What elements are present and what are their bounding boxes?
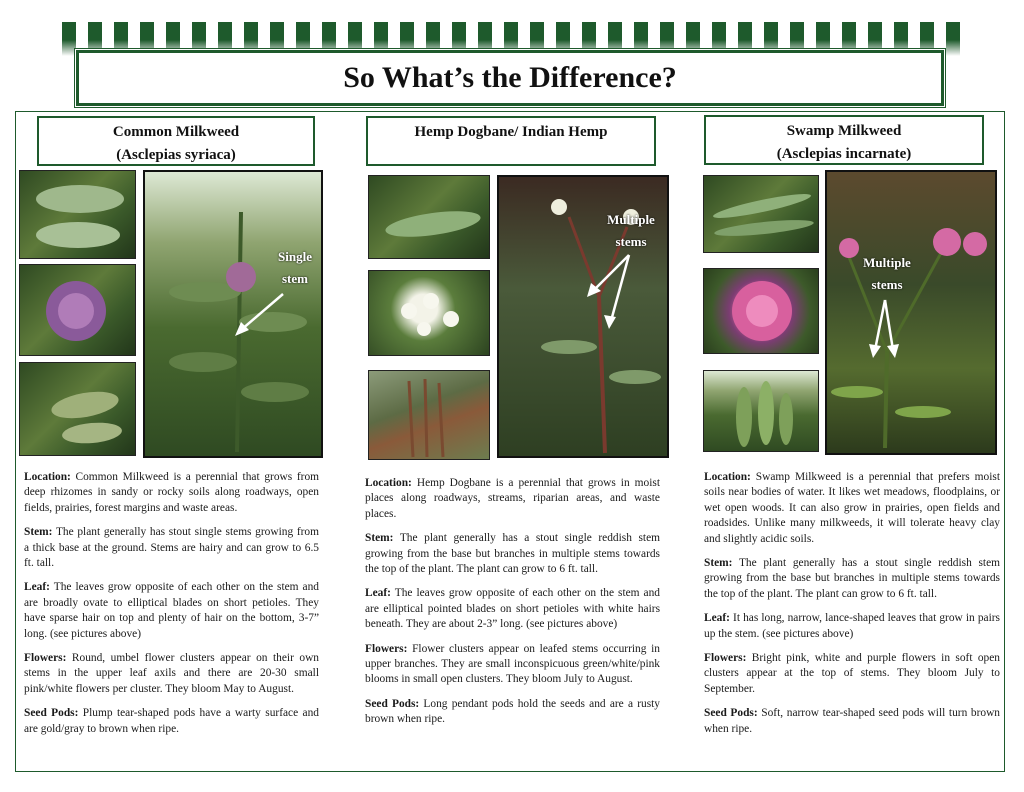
paragraph-flowers: [704, 651, 1000, 697]
leaf-illustration: [369, 176, 490, 259]
section-text: It has long, narrow, lance-shaped leaves that grow in pairs up the stem. (see pictures above): [704, 612, 1000, 640]
section-label: Flowers:: [704, 652, 747, 665]
paragraph-leaf: [24, 580, 319, 642]
section-text: Soft, narrow tear-shaped seed pods will turn brown when ripe.: [704, 707, 1001, 735]
section-label: Leaf:: [704, 612, 730, 625]
section-text: The plant generally has stout single stems growing from a thick base at the ground. Stems are hairy and can grow to 6.5 ft. tall.: [24, 526, 319, 570]
section-label: Seed Pods:: [24, 707, 79, 720]
text-column-hemp-dogbane: [365, 476, 660, 737]
section-label: Flowers:: [365, 642, 408, 655]
arrow-icon: [861, 296, 911, 360]
photo-label-multiple-stems: [845, 252, 929, 296]
section-label: Seed Pods:: [365, 697, 420, 710]
arrow-icon: [231, 290, 291, 340]
section-label: Seed Pods:: [704, 707, 758, 720]
plant-illustration: [827, 172, 995, 453]
paragraph-leaf: [365, 586, 660, 632]
text-column-common-milkweed: [24, 470, 319, 746]
photo-dogbane-pods: [368, 370, 490, 460]
section-text: Hemp Dogbane is a perennial that grows in moist places along roadways, streams, riparian areas, and waste places.: [365, 477, 660, 520]
paragraph-flowers: [365, 642, 660, 688]
photo-label-multiple-stems: [589, 209, 669, 253]
photo-dogbane-plant: [497, 175, 669, 458]
flower-illustration: [369, 271, 490, 356]
paragraph-location: [24, 470, 319, 516]
heading-line2: (Asclepias syriaca): [116, 147, 236, 163]
section-text: The plant generally has a stout single reddish stem growing from the base but branches in multiple stems towards the top of the plant. The plant can grow to 6 ft. tall.: [365, 532, 660, 576]
paragraph-seed-pods: [24, 706, 319, 737]
photo-swamp-pods: [703, 370, 819, 452]
column-heading-hemp-dogbane: [366, 116, 656, 166]
leaf-illustration: [704, 176, 819, 253]
photo-label-single-stem: [265, 246, 323, 290]
column-heading-swamp-milkweed: [704, 115, 984, 165]
section-label: Location:: [24, 471, 71, 483]
photo-swamp-plant: [825, 170, 997, 455]
section-label: Leaf:: [365, 587, 391, 600]
label-line2: stems: [615, 234, 647, 249]
section-label: Leaf:: [24, 581, 50, 594]
heading-line2: (Asclepias incarnate): [776, 146, 912, 162]
arrow-icon: [583, 251, 643, 331]
paragraph-seed-pods: [704, 706, 1000, 737]
label-line1: Multiple: [607, 212, 655, 227]
section-label: Flowers:: [24, 652, 67, 665]
section-text: Swamp Milkweed is a perennial that prefers moist soils near bodies of water. It likes wet meadows, floodplains, or wet open woods. It can also grow in prairies, open fields and roadsides. Unlike many milkweeds, it will tolerate heavy clay and slightly acidic soils.: [704, 471, 1000, 545]
flower-illustration: [704, 269, 819, 354]
paragraph-stem: [704, 556, 1000, 602]
label-line1: Multiple: [863, 255, 911, 270]
title-box: [76, 50, 944, 106]
section-text: Common Milkweed is a perennial that grows from deep rhizomes in sandy or rocky soils along roadways, open fields, prairies, forest margins and waste areas.: [24, 471, 319, 514]
page-title: So What’s the Difference?: [343, 61, 677, 94]
label-line2: stem: [282, 271, 308, 286]
section-text: Long pendant pods hold the seeds and are a rusty brown when ripe.: [365, 697, 661, 726]
section-label: Stem:: [24, 526, 53, 539]
section-text: The plant generally has a stout single reddish stem growing from the base but branches in multiple stems towards the top of the plant. The plant can grow to 6 ft. tall.: [704, 557, 1000, 600]
section-text: Bright pink, white and purple flowers in soft open clusters appear at the top of stems. They bloom July to September.: [704, 652, 1000, 695]
label-line2: stems: [871, 277, 903, 292]
section-text: The leaves grow opposite of each other on the stem and are elliptical pointed blades on short petioles with white hairs beneath. They are about 2-3” long. (see pictures above): [365, 587, 660, 631]
paragraph-flowers: [24, 651, 319, 697]
pod-illustration: [20, 363, 136, 456]
pod-illustration: [704, 371, 819, 452]
photo-dogbane-flowers: [368, 270, 490, 356]
photo-dogbane-leaves: [368, 175, 490, 259]
paragraph-location: [704, 470, 1000, 547]
heading-line1: Common Milkweed: [112, 124, 240, 140]
text-column-swamp-milkweed: [704, 470, 1000, 746]
flower-illustration: [20, 265, 136, 356]
paragraph-location: [365, 476, 660, 522]
section-text: The leaves grow opposite of each other on the stem and are broadly ovate to elliptical blades on short petioles. They have sparse hair on top and plenty of hair on the bottom, 3-7” long. (see pictures above): [24, 581, 319, 640]
section-text: Flower clusters appear on leafed stems occurring in upper branches. They are small inconspicuous green/white/pink blooms in small open clusters. They bloom July to August.: [365, 642, 660, 686]
photo-milkweed-plant: [143, 170, 323, 458]
pod-illustration: [369, 371, 490, 460]
photo-swamp-leaves: [703, 175, 819, 253]
paragraph-leaf: [704, 611, 1000, 642]
section-label: Location:: [704, 471, 751, 483]
paragraph-stem: [24, 525, 319, 571]
heading-line1: Swamp Milkweed: [786, 123, 902, 139]
section-text: Round, umbel flower clusters appear on their own stems in the upper leaf axils and there are 20-30 small pink/white flowers per cluster. They bloom May to August.: [24, 652, 319, 695]
photo-swamp-flowers: [703, 268, 819, 354]
photo-milkweed-flower: [19, 264, 136, 356]
section-text: Plump tear-shaped pods have a warty surface and are gold/gray to brown when ripe.: [24, 707, 319, 735]
label-line1: Single: [278, 249, 312, 264]
section-label: Stem:: [365, 532, 394, 545]
photo-milkweed-pods: [19, 362, 136, 456]
section-label: Stem:: [704, 557, 733, 570]
leaf-illustration: [20, 171, 136, 259]
heading-line1: Hemp Dogbane/ Indian Hemp: [414, 124, 608, 140]
paragraph-stem: [365, 531, 660, 577]
photo-milkweed-leaves: [19, 170, 136, 259]
column-heading-common-milkweed: [37, 116, 315, 166]
section-label: Location:: [365, 477, 412, 489]
paragraph-seed-pods: [365, 697, 660, 728]
